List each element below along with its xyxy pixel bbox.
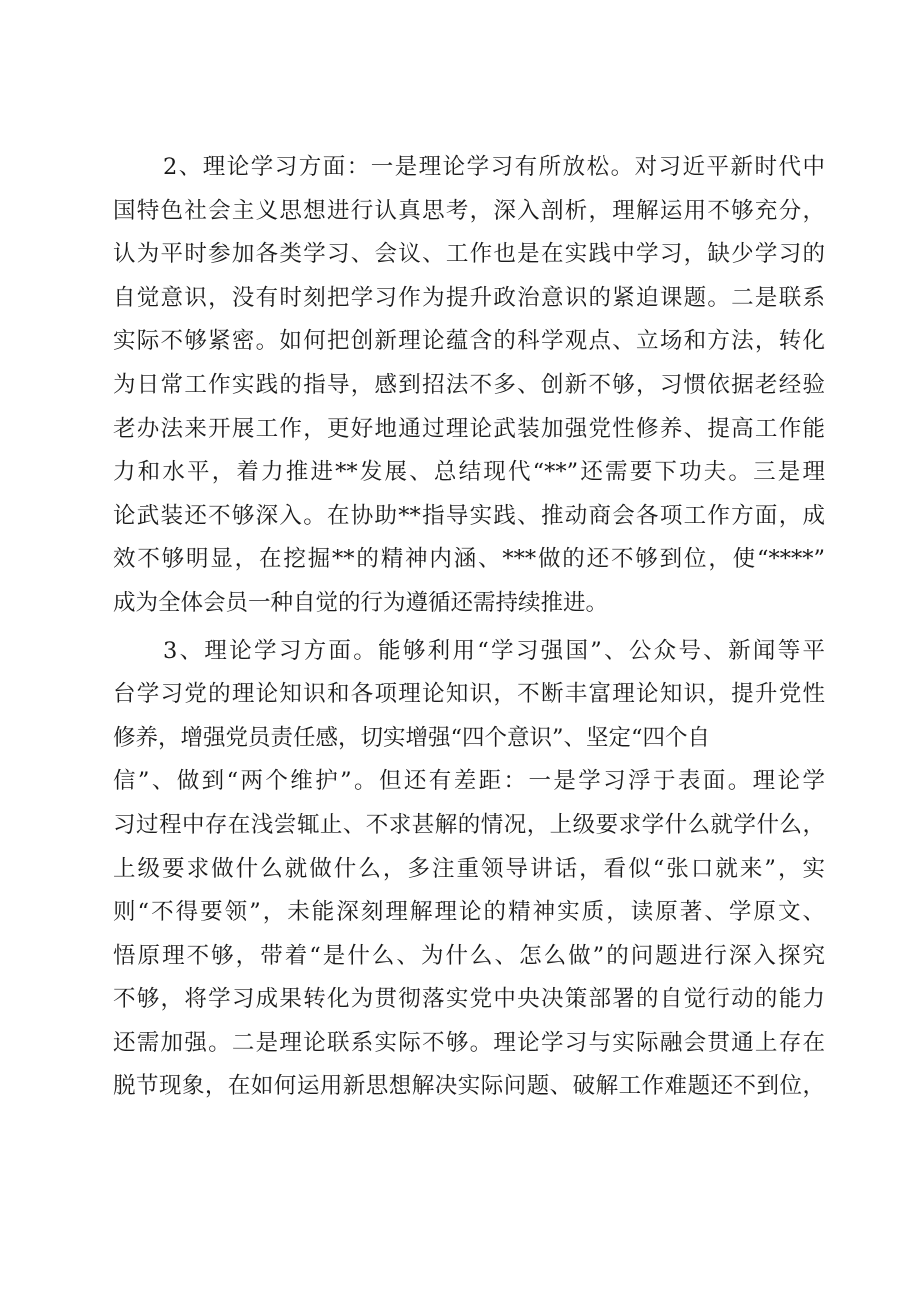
text-line: 悟原理不够，带着“是什么、为什么、怎么做”的问题进行深入探究 xyxy=(113,942,825,969)
text-line: 台学习党的理论知识和各项理论知识，不断丰富理论知识，提升党性 xyxy=(113,681,825,708)
text-line: 上级要求做什么就做什么，多注重领导讲话，看似“张口就来”，实 xyxy=(113,855,825,882)
document-body xyxy=(113,146,825,1109)
text-line: 力和水平，着力推进**发展、总结现代“**”还需要下功夫。三是理 xyxy=(113,459,825,486)
text-line: 信”、做到“两个维护”。但还有差距：一是学习浮于表面。理论学 xyxy=(113,768,825,795)
paragraph-theory-study-3 xyxy=(113,630,825,1110)
text-line: 则“不得要领”，未能深刻理解理论的精神实质，读原著、学原文、 xyxy=(113,899,825,926)
text-line: 老办法来开展工作，更好地通过理论武装加强党性修养、提高工作能 xyxy=(113,415,825,442)
text-line: 2、理论学习方面：一是理论学习有所放松。对习近平新时代中 xyxy=(163,154,825,180)
text-line: 成为全体会员一种自觉的行为遵循还需持续推进。 xyxy=(113,589,609,616)
text-line: 脱节现象，在如何运用新思想解决实际问题、破解工作难题还不到位， xyxy=(113,1073,825,1100)
text-line: 自觉意识，没有时刻把学习作为提升政治意识的紧迫课题。二是联系 xyxy=(113,284,825,311)
text-line: 不够，将学习成果转化为贯彻落实党中央决策部署的自觉行动的能力 xyxy=(113,986,825,1013)
text-line: 习过程中存在浅尝辄止、不求甚解的情况，上级要求学什么就学什么， xyxy=(113,811,825,838)
text-line: 国特色社会主义思想进行认真思考，深入剖析，理解运用不够充分， xyxy=(113,197,825,224)
text-line: 论武装还不够深入。在协助**指导实践、推动商会各项工作方面，成 xyxy=(113,502,825,529)
text-line: 修养，增强党员责任感，切实增强“四个意识”、坚定“四个自 xyxy=(113,724,711,751)
text-line: 认为平时参加各类学习、会议、工作也是在实践中学习，缺少学习的 xyxy=(113,241,825,268)
text-line: 为日常工作实践的指导，感到招法不多、创新不够，习惯依据老经验 xyxy=(113,371,825,398)
paragraph-theory-study-2 xyxy=(113,146,825,626)
text-line: 效不够明显，在挖掘**的精神内涵、***做的还不够到位，使“****” xyxy=(113,546,825,573)
text-line: 实际不够紧密。如何把创新理论蕴含的科学观点、立场和方法，转化 xyxy=(113,328,825,355)
text-line: 3、理论学习方面。能够利用“学习强国”、公众号、新闻等平 xyxy=(163,637,825,664)
text-line: 还需加强。二是理论联系实际不够。理论学习与实际融会贯通上存在 xyxy=(113,1029,825,1056)
